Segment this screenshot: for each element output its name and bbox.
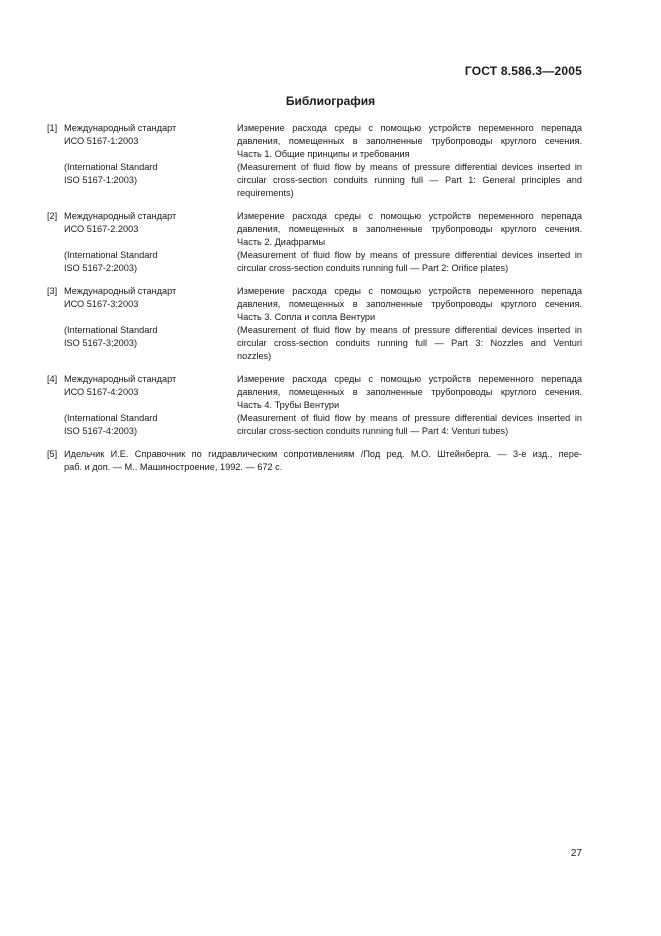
entry-desc-line: Измерение расхода среды с помощью устройств переменного перепада bbox=[237, 374, 582, 384]
entry-desc-line: давления, помещенных в заполненные трубопроводы круглого сечения. bbox=[237, 224, 582, 234]
entry-desc-line: давления, помещенных в заполненные трубопроводы круглого сечения. bbox=[237, 299, 582, 309]
bibliography-entry bbox=[47, 285, 582, 363]
entry-desc-line: nozzles) bbox=[237, 351, 272, 361]
entry-ref-line: ISO 5167-2:2003) bbox=[64, 263, 138, 273]
entry-ref-line: Международный стандарт bbox=[64, 374, 177, 384]
entry-english-row bbox=[47, 249, 582, 275]
entry-desc-line: давления, помещенных в заполненные трубопроводы круглого сечения. bbox=[237, 136, 582, 146]
entry-desc-line: (Measurement of fluid flow by means of pressure differential devices inserted in bbox=[237, 250, 582, 260]
entry-desc-line: requirements) bbox=[237, 188, 294, 198]
entry-ref-line: (International Standard bbox=[64, 250, 158, 260]
entry-desc-line: Измерение расхода среды с помощью устройств переменного перепада bbox=[237, 123, 582, 133]
entry-ref-line: Международный стандарт bbox=[64, 211, 177, 221]
entry-ref-line: (International Standard bbox=[64, 162, 158, 172]
bibliography bbox=[47, 122, 582, 474]
entry-russian-row bbox=[47, 285, 582, 324]
entry-russian-row bbox=[47, 373, 582, 412]
entry-desc-line: circular cross-section conduits running full — Part 2: Orifice plates) bbox=[237, 263, 509, 273]
entry-desc-line: Часть 2. Диафрагмы bbox=[237, 237, 326, 247]
entry-desc-line: (Measurement of fluid flow by means of pressure differential devices inserted in bbox=[237, 325, 582, 335]
page-title: Библиография bbox=[285, 94, 376, 108]
entry-ref-line: (International Standard bbox=[64, 325, 158, 335]
entry-number: [2] bbox=[47, 211, 58, 221]
entry-desc-line: Измерение расхода среды с помощью устройств переменного перепада bbox=[237, 211, 582, 221]
entry-desc-line: circular cross-section conduits running full — Part 1: General principles and bbox=[237, 175, 582, 185]
document-code: ГОСТ 8.586.3—2005 bbox=[464, 64, 582, 78]
entry-desc-line: (Measurement of fluid flow by means of pressure differential devices inserted in bbox=[237, 413, 582, 423]
entry-ref-line: Международный стандарт bbox=[64, 286, 177, 296]
entry-desc-line: Часть 1. Общие принципы и требования bbox=[237, 149, 410, 159]
entry-text-line: Идельчик И.Е. Справочник по гидравлическим сопротивлениям /Под ред. М.О. Штейнберга. — 3-е изд., пере- bbox=[64, 449, 582, 459]
entry-number: [3] bbox=[47, 286, 58, 296]
entry-ref-line: Международный стандарт bbox=[64, 123, 177, 133]
entry-text-line: раб. и доп. — М.. Машиностроение, 1992. — 672 с. bbox=[64, 462, 283, 472]
entry-desc-line: (Measurement of fluid flow by means of pressure differential devices inserted in bbox=[237, 162, 582, 172]
entry-english-row bbox=[47, 412, 582, 438]
bibliography-entry bbox=[47, 448, 582, 474]
entry-english-row bbox=[47, 324, 582, 363]
entry-ref-line: ISO 5167-3;2003) bbox=[64, 338, 138, 348]
entry-ref-line: (International Standard bbox=[64, 413, 158, 423]
entry-ref-line: ИСО 5167-3:2003 bbox=[64, 299, 139, 309]
page-number: 27 bbox=[570, 848, 582, 859]
entry-number: [4] bbox=[47, 374, 58, 384]
entry-number: [5] bbox=[47, 449, 58, 459]
entry-ref-line: ISO 5167-1:2003) bbox=[64, 175, 138, 185]
entry-desc-line: circular cross-section conduits running full — Part 4: Venturi tubes) bbox=[237, 426, 509, 436]
entry-desc-line: Измерение расхода среды с помощью устройств переменного перепада bbox=[237, 286, 582, 296]
entry-russian-row bbox=[47, 122, 582, 161]
entry-desc-line: Часть 4. Трубы Вентури bbox=[237, 400, 340, 410]
entry-ref-line: ISO 5167-4:2003) bbox=[64, 426, 138, 436]
entry-desc-line: Часть 3. Сопла и сопла Вентури bbox=[237, 312, 376, 322]
bibliography-entry bbox=[47, 122, 582, 200]
entry-desc-line: circular cross-section conduits running full — Part 3: Nozzles and Venturi bbox=[237, 338, 582, 348]
entry-ref-line: ИСО 5167-4:2003 bbox=[64, 387, 139, 397]
entry-ref-line: ИСО 5167-1:2003 bbox=[64, 136, 139, 146]
entry-english-row bbox=[47, 161, 582, 200]
entry-desc-line: давления, помещенных в заполненные трубопроводы круглого сечения. bbox=[237, 387, 582, 397]
entry-russian-row bbox=[47, 210, 582, 249]
entry-ref-line: ИСО 5167-2.2003 bbox=[64, 224, 139, 234]
entry-number: [1] bbox=[47, 123, 58, 133]
bibliography-entry bbox=[47, 210, 582, 275]
bibliography-entry bbox=[47, 373, 582, 438]
